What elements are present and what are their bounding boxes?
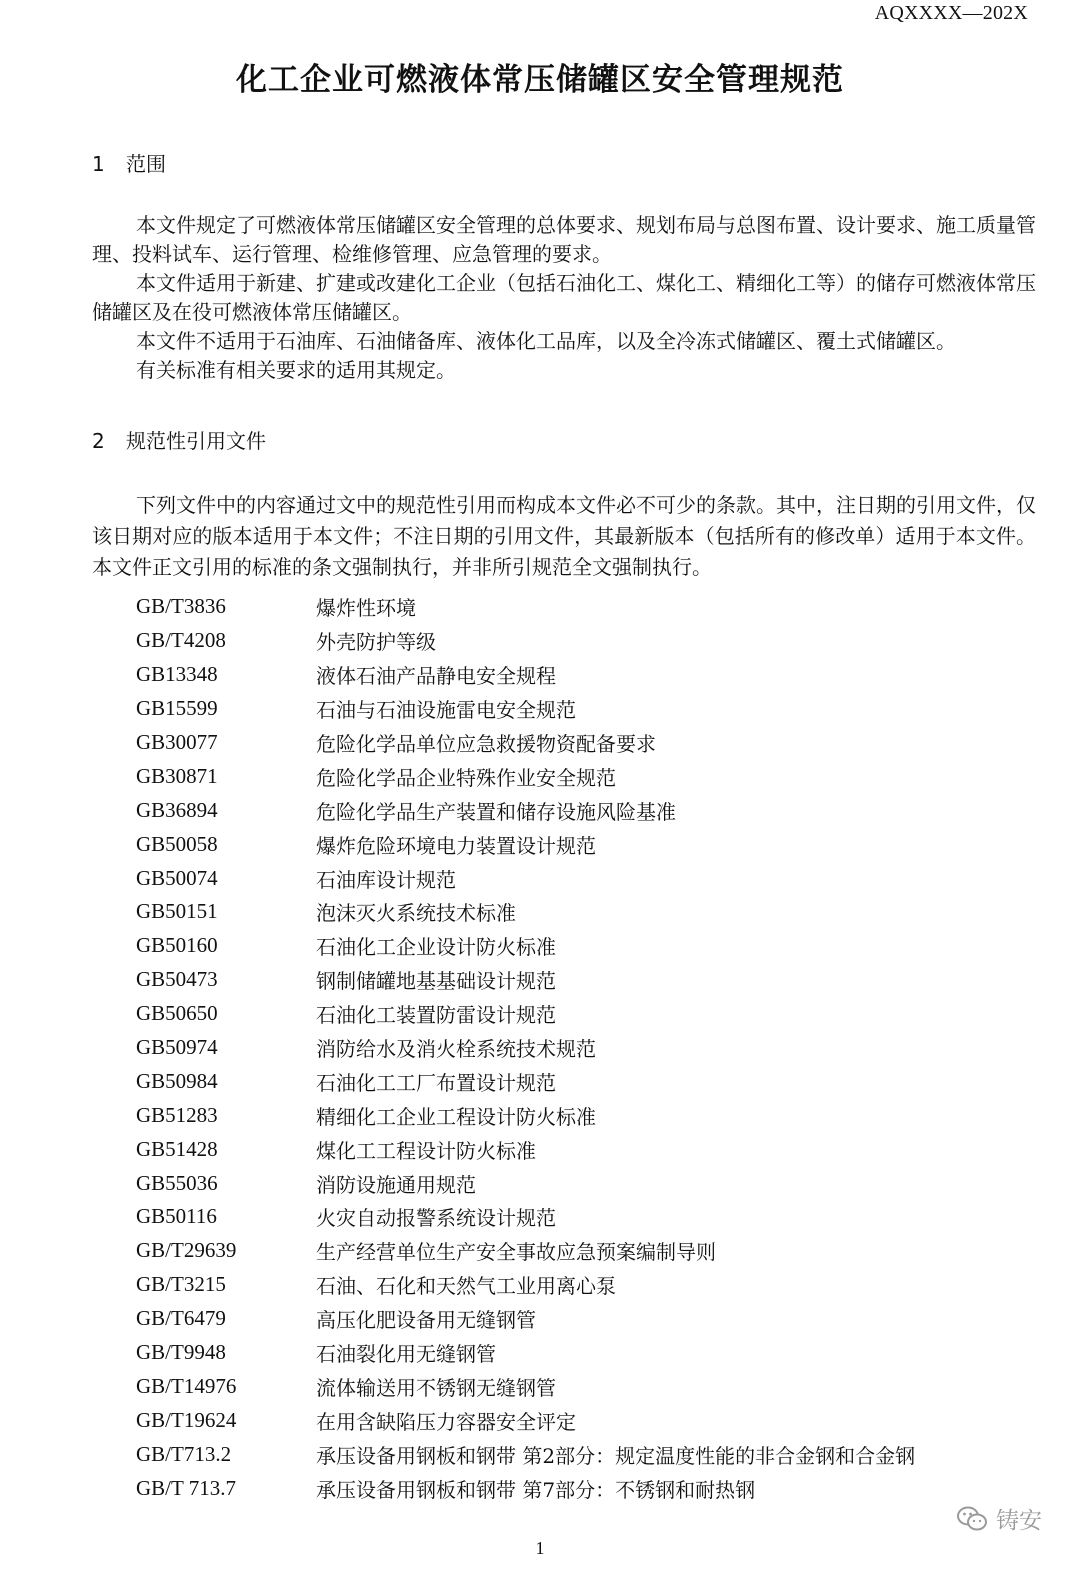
- reference-title: 高压化肥设备用无缝钢管: [316, 1308, 536, 1333]
- reference-item: [136, 590, 915, 624]
- reference-item: [136, 1437, 915, 1471]
- reference-title: 石油化工装置防雷设计规范: [316, 1003, 556, 1028]
- reference-code: GB13348: [136, 662, 218, 687]
- reference-code: GB36894: [136, 797, 218, 822]
- reference-item: [136, 1471, 915, 1505]
- reference-code: GB/T3836: [136, 594, 226, 619]
- reference-item: [136, 1098, 915, 1132]
- section-1-heading: [92, 148, 166, 177]
- reference-item: [136, 1369, 915, 1403]
- reference-item: [136, 759, 915, 793]
- paragraph: 本文件适用于新建、扩建或改建化工企业（包括石油化工、煤化工、精细化工等）的储存可燃液体常压储罐区及在役可燃液体常压储罐区。: [92, 271, 1036, 324]
- reference-title: 泡沫灭火系统技术标准: [316, 901, 516, 926]
- reference-title: 爆炸性环境: [316, 596, 416, 621]
- reference-item: [136, 929, 915, 963]
- reference-item: [136, 1403, 915, 1437]
- reference-title: 消防给水及消火栓系统技术规范: [316, 1037, 596, 1062]
- reference-item: [136, 1166, 915, 1200]
- reference-code: GB30077: [136, 730, 218, 754]
- reference-title: 危险化学品单位应急救援物资配备要求: [316, 732, 656, 756]
- reference-title: 石油、石化和天然气工业用离心泵: [316, 1274, 616, 1299]
- reference-title: 煤化工工程设计防火标准: [316, 1138, 536, 1163]
- reference-code: GB/T14976: [136, 1373, 237, 1398]
- reference-title: 生产经营单位生产安全事故应急预案编制导则: [316, 1240, 716, 1265]
- reference-title: 石油与石油设施雷电安全规范: [316, 698, 576, 723]
- reference-item: [136, 861, 915, 895]
- reference-item: [136, 658, 915, 692]
- reference-title: 承压设备用钢板和钢带 第7部分：不锈钢和耐热钢: [316, 1477, 756, 1502]
- section-title: 范围: [126, 152, 166, 176]
- reference-code: GB15599: [136, 696, 218, 721]
- reference-title: 危险化学品生产装置和储存设施风险基准: [316, 799, 676, 824]
- reference-title: 钢制储罐地基基础设计规范: [316, 969, 556, 994]
- reference-item: [136, 1302, 915, 1336]
- reference-title: 在用含缺陷压力容器安全评定: [316, 1409, 576, 1434]
- reference-code: GB50650: [136, 1001, 218, 1026]
- document-title: 化工企业可燃液体常压储罐区安全管理规范: [236, 62, 844, 98]
- reference-code: GB/T19624: [136, 1407, 237, 1432]
- reference-code: GB/T6479: [136, 1306, 226, 1331]
- reference-title: 危险化学品企业特殊作业安全规范: [316, 765, 616, 790]
- chat-bubble-icon: [956, 1505, 988, 1533]
- reference-item: [136, 1336, 915, 1370]
- reference-item: [136, 1268, 915, 1302]
- reference-title: 石油化工工厂布置设计规范: [316, 1070, 556, 1095]
- reference-code: GB50473: [136, 967, 218, 992]
- paragraph: 下列文件中的内容通过文中的规范性引用而构成本文件必不可少的条款。其中，注日期的引用文件，仅该日期对应的版本适用于本文件；不注日期的引用文件，其最新版本（包括所有的修改单）适用于本文件。本文件正文引用的标准的条文强制执行，并非所引规范全文强制执行。: [92, 493, 1036, 579]
- watermark-text: 铸安: [996, 1508, 1042, 1534]
- section-number: 2: [92, 429, 105, 453]
- reference-code: GB50116: [136, 1204, 217, 1229]
- paragraph: 本文件不适用于石油库、石油储备库、液体化工品库，以及全冷冻式储罐区、覆土式储罐区。: [136, 329, 956, 353]
- paragraph: 本文件规定了可燃液体常压储罐区安全管理的总体要求、规划布局与总图布置、设计要求、施工质量管理、投料试车、运行管理、检维修管理、应急管理的要求。: [92, 213, 1036, 266]
- reference-code: GB50151: [136, 899, 218, 924]
- reference-code: GB50974: [136, 1035, 218, 1060]
- reference-code: GB55036: [136, 1170, 218, 1195]
- reference-code: GB50058: [136, 831, 218, 856]
- reference-item: [136, 1234, 915, 1268]
- watermark: [956, 1502, 1042, 1535]
- document-code: AQXXXX—202X: [874, 2, 1028, 24]
- reference-item: [136, 895, 915, 929]
- reference-item: [136, 1132, 915, 1166]
- reference-code: GB/T713.2: [136, 1441, 232, 1466]
- reference-item: [136, 963, 915, 997]
- reference-code: GB51428: [136, 1136, 218, 1161]
- reference-item: [136, 692, 915, 726]
- reference-title: 流体输送用不锈钢无缝钢管: [316, 1375, 556, 1400]
- reference-item: [136, 726, 915, 760]
- reference-code: GB50074: [136, 865, 218, 890]
- reference-item: [136, 1200, 915, 1234]
- reference-title: 消防设施通用规范: [316, 1172, 476, 1197]
- reference-title: 石油化工企业设计防火标准: [316, 935, 556, 960]
- reference-title: 火灾自动报警系统设计规范: [316, 1206, 556, 1231]
- reference-code: GB51283: [136, 1102, 218, 1127]
- reference-code: GB/T9948: [136, 1340, 226, 1365]
- reference-item: [136, 624, 915, 658]
- reference-list: [136, 590, 915, 1505]
- reference-code: GB30871: [136, 763, 218, 788]
- reference-title: 承压设备用钢板和钢带 第2部分：规定温度性能的非合金钢和合金钢: [316, 1443, 916, 1468]
- reference-item: [136, 827, 915, 861]
- reference-code: GB50160: [136, 933, 218, 958]
- reference-item: [136, 1064, 915, 1098]
- section-title: 规范性引用文件: [126, 429, 266, 453]
- reference-code: GB50984: [136, 1068, 218, 1093]
- paragraph: 有关标准有相关要求的适用其规定。: [136, 358, 456, 382]
- reference-title: 液体石油产品静电安全规程: [316, 664, 556, 689]
- reference-item: [136, 1031, 915, 1065]
- reference-code: GB/T3215: [136, 1272, 226, 1297]
- section-number: 1: [92, 152, 105, 176]
- section-2-heading: [92, 425, 266, 454]
- reference-code: GB/T 713.7: [136, 1475, 236, 1500]
- reference-title: 爆炸危险环境电力装置设计规范: [316, 833, 596, 858]
- reference-title: 石油库设计规范: [316, 867, 456, 892]
- reference-title: 石油裂化用无缝钢管: [316, 1342, 496, 1367]
- reference-code: GB/T4208: [136, 628, 226, 653]
- reference-item: [136, 997, 915, 1031]
- reference-code: GB/T29639: [136, 1238, 237, 1263]
- reference-title: 外壳防护等级: [316, 630, 436, 655]
- reference-title: 精细化工企业工程设计防火标准: [316, 1104, 596, 1129]
- page-number: 1: [535, 1538, 545, 1558]
- reference-item: [136, 793, 915, 827]
